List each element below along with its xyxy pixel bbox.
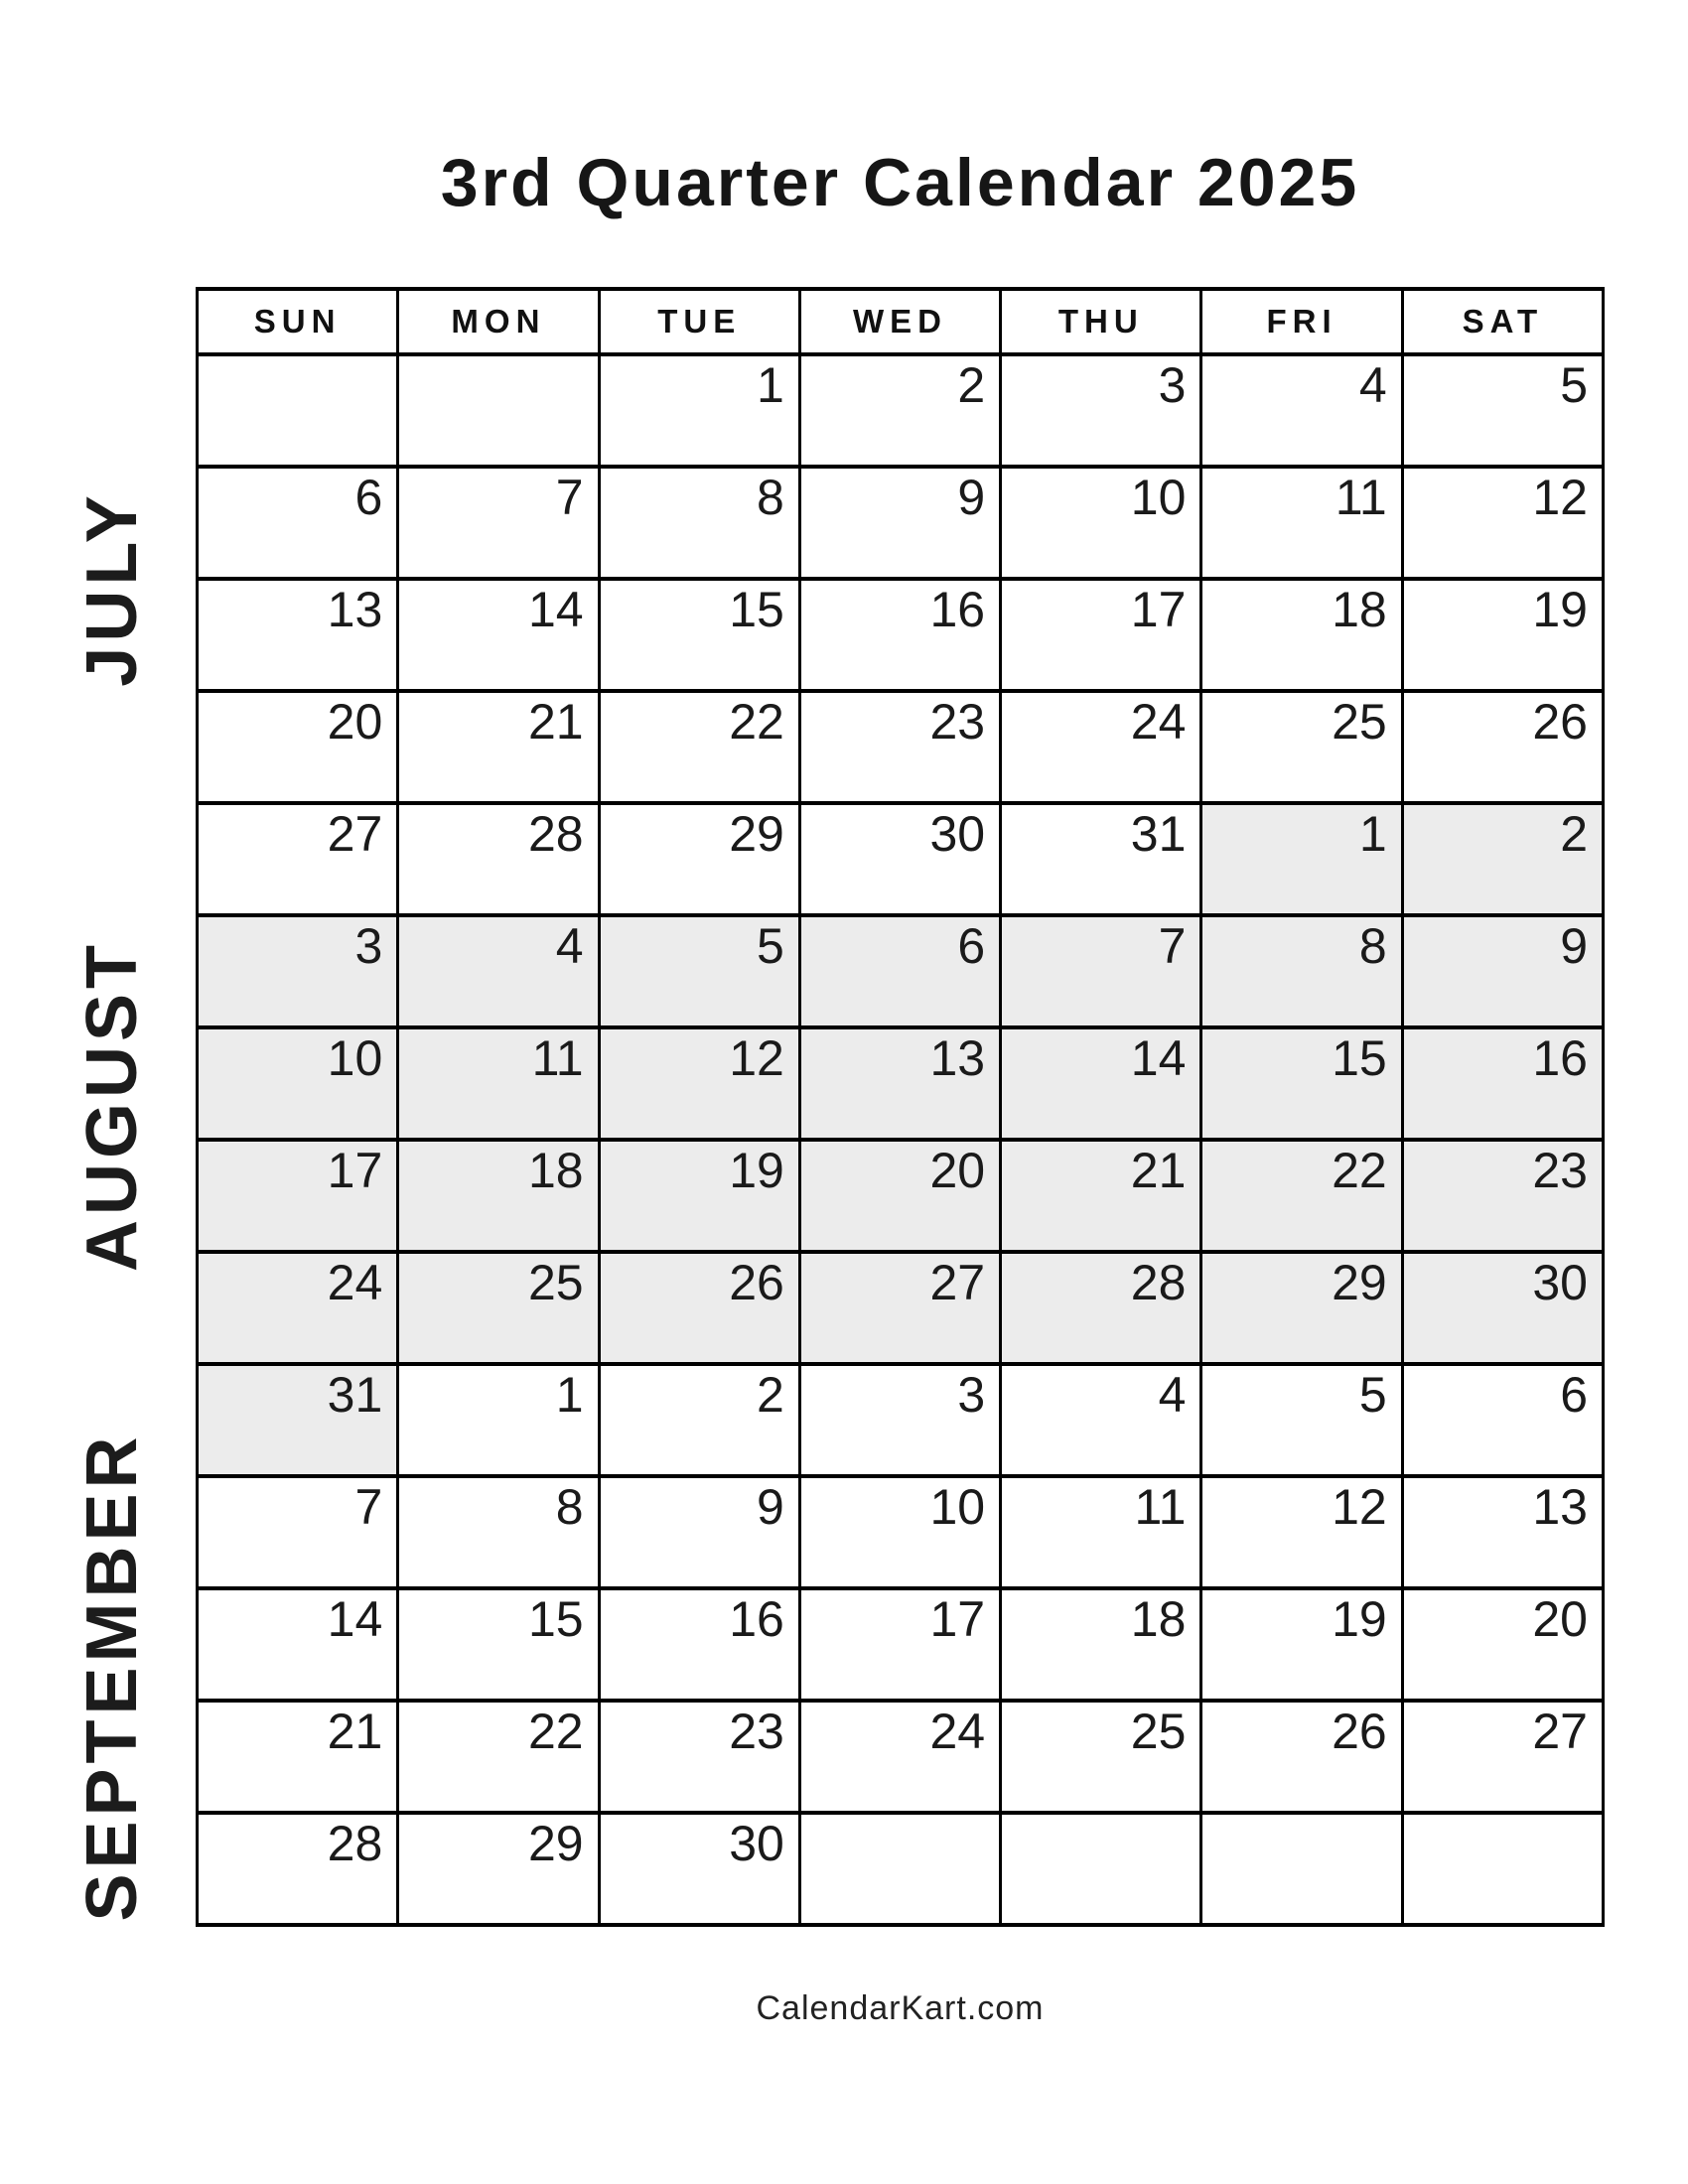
- weekday-header-sat: SAT: [1402, 289, 1603, 354]
- day-cell: 4: [1201, 354, 1402, 467]
- day-cell: 23: [799, 691, 1000, 803]
- day-cell: 18: [1201, 579, 1402, 691]
- day-cell: 11: [1201, 467, 1402, 579]
- calendar-week-row: [198, 1701, 1604, 1813]
- day-cell: 19: [599, 1140, 799, 1252]
- day-cell: 20: [799, 1140, 1000, 1252]
- day-cell: 29: [599, 803, 799, 915]
- empty-day-cell: [198, 354, 398, 467]
- day-cell: 24: [198, 1252, 398, 1364]
- calendar-week-row: [198, 803, 1604, 915]
- day-cell: 28: [1001, 1252, 1201, 1364]
- day-cell: 15: [398, 1588, 599, 1701]
- day-cell: 23: [599, 1701, 799, 1813]
- weekday-header-wed: WED: [799, 289, 1000, 354]
- day-cell: 27: [198, 803, 398, 915]
- day-cell: 7: [198, 1476, 398, 1588]
- day-cell: 27: [799, 1252, 1000, 1364]
- empty-day-cell: [799, 1813, 1000, 1925]
- month-label-august: AUGUST: [72, 940, 152, 1272]
- day-cell: 29: [398, 1813, 599, 1925]
- day-cell: 22: [599, 691, 799, 803]
- month-label-july: JULY: [72, 490, 152, 687]
- day-cell: 1: [599, 354, 799, 467]
- day-cell: 1: [398, 1364, 599, 1476]
- day-cell: 17: [198, 1140, 398, 1252]
- page-title: 3rd Quarter Calendar 2025: [440, 145, 1360, 220]
- day-cell: 30: [1402, 1252, 1603, 1364]
- day-cell: 25: [1001, 1701, 1201, 1813]
- weekday-header-sun: SUN: [198, 289, 398, 354]
- day-cell: 21: [398, 691, 599, 803]
- day-cell: 20: [198, 691, 398, 803]
- day-cell: 9: [799, 467, 1000, 579]
- day-cell: 2: [1402, 803, 1603, 915]
- day-cell: 26: [1201, 1701, 1402, 1813]
- day-cell: 10: [198, 1027, 398, 1140]
- day-cell: 19: [1402, 579, 1603, 691]
- day-cell: 4: [398, 915, 599, 1027]
- day-cell: 8: [599, 467, 799, 579]
- day-cell: 14: [198, 1588, 398, 1701]
- day-cell: 23: [1402, 1140, 1603, 1252]
- day-cell: 17: [799, 1588, 1000, 1701]
- empty-day-cell: [1001, 1813, 1201, 1925]
- weekday-header-thu: THU: [1001, 289, 1201, 354]
- day-cell: 20: [1402, 1588, 1603, 1701]
- day-cell: 27: [1402, 1701, 1603, 1813]
- calendar-week-row: [198, 467, 1604, 579]
- day-cell: 6: [799, 915, 1000, 1027]
- day-cell: 6: [198, 467, 398, 579]
- empty-day-cell: [1402, 1813, 1603, 1925]
- calendar-week-row: [198, 915, 1604, 1027]
- day-cell: 13: [198, 579, 398, 691]
- day-cell: 5: [1201, 1364, 1402, 1476]
- day-cell: 13: [799, 1027, 1000, 1140]
- day-cell: 31: [1001, 803, 1201, 915]
- calendar-week-row: [198, 1364, 1604, 1476]
- calendar-week-row: [198, 579, 1604, 691]
- empty-day-cell: [398, 354, 599, 467]
- day-cell: 12: [1402, 467, 1603, 579]
- day-cell: 29: [1201, 1252, 1402, 1364]
- day-cell: 13: [1402, 1476, 1603, 1588]
- day-cell: 16: [799, 579, 1000, 691]
- day-cell: 30: [799, 803, 1000, 915]
- weekday-header-fri: FRI: [1201, 289, 1402, 354]
- calendar-week-row: [198, 1588, 1604, 1701]
- day-cell: 24: [1001, 691, 1201, 803]
- day-cell: 21: [198, 1701, 398, 1813]
- day-cell: 19: [1201, 1588, 1402, 1701]
- day-cell: 3: [198, 915, 398, 1027]
- day-cell: 8: [1201, 915, 1402, 1027]
- day-cell: 12: [1201, 1476, 1402, 1588]
- day-cell: 3: [1001, 354, 1201, 467]
- calendar-table: [196, 287, 1605, 1927]
- day-cell: 5: [599, 915, 799, 1027]
- footer-site-name: CalendarKart.com: [756, 1989, 1045, 2027]
- day-cell: 7: [1001, 915, 1201, 1027]
- day-cell: 10: [799, 1476, 1000, 1588]
- day-cell: 16: [1402, 1027, 1603, 1140]
- day-cell: 3: [799, 1364, 1000, 1476]
- day-cell: 5: [1402, 354, 1603, 467]
- weekday-header-row: [198, 289, 1604, 354]
- day-cell: 25: [1201, 691, 1402, 803]
- calendar-week-row: [198, 1140, 1604, 1252]
- day-cell: 26: [1402, 691, 1603, 803]
- month-label-september: SEPTEMBER: [72, 1432, 152, 1922]
- day-cell: 16: [599, 1588, 799, 1701]
- day-cell: 15: [1201, 1027, 1402, 1140]
- day-cell: 24: [799, 1701, 1000, 1813]
- calendar-week-row: [198, 1027, 1604, 1140]
- day-cell: 7: [398, 467, 599, 579]
- day-cell: 22: [398, 1701, 599, 1813]
- day-cell: 30: [599, 1813, 799, 1925]
- day-cell: 22: [1201, 1140, 1402, 1252]
- day-cell: 2: [799, 354, 1000, 467]
- calendar-week-row: [198, 1813, 1604, 1925]
- day-cell: 25: [398, 1252, 599, 1364]
- day-cell: 11: [398, 1027, 599, 1140]
- day-cell: 9: [599, 1476, 799, 1588]
- day-cell: 26: [599, 1252, 799, 1364]
- day-cell: 28: [198, 1813, 398, 1925]
- day-cell: 28: [398, 803, 599, 915]
- day-cell: 18: [398, 1140, 599, 1252]
- calendar-header: [198, 289, 1604, 354]
- day-cell: 4: [1001, 1364, 1201, 1476]
- day-cell: 15: [599, 579, 799, 691]
- day-cell: 17: [1001, 579, 1201, 691]
- day-cell: 8: [398, 1476, 599, 1588]
- day-cell: 31: [198, 1364, 398, 1476]
- day-cell: 2: [599, 1364, 799, 1476]
- calendar-week-row: [198, 691, 1604, 803]
- calendar-body: [198, 354, 1604, 1925]
- calendar-week-row: [198, 1476, 1604, 1588]
- day-cell: 12: [599, 1027, 799, 1140]
- calendar-week-row: [198, 354, 1604, 467]
- day-cell: 10: [1001, 467, 1201, 579]
- calendar-week-row: [198, 1252, 1604, 1364]
- empty-day-cell: [1201, 1813, 1402, 1925]
- day-cell: 1: [1201, 803, 1402, 915]
- day-cell: 21: [1001, 1140, 1201, 1252]
- weekday-header-mon: MON: [398, 289, 599, 354]
- day-cell: 14: [1001, 1027, 1201, 1140]
- day-cell: 14: [398, 579, 599, 691]
- day-cell: 11: [1001, 1476, 1201, 1588]
- day-cell: 18: [1001, 1588, 1201, 1701]
- day-cell: 9: [1402, 915, 1603, 1027]
- weekday-header-tue: TUE: [599, 289, 799, 354]
- day-cell: 6: [1402, 1364, 1603, 1476]
